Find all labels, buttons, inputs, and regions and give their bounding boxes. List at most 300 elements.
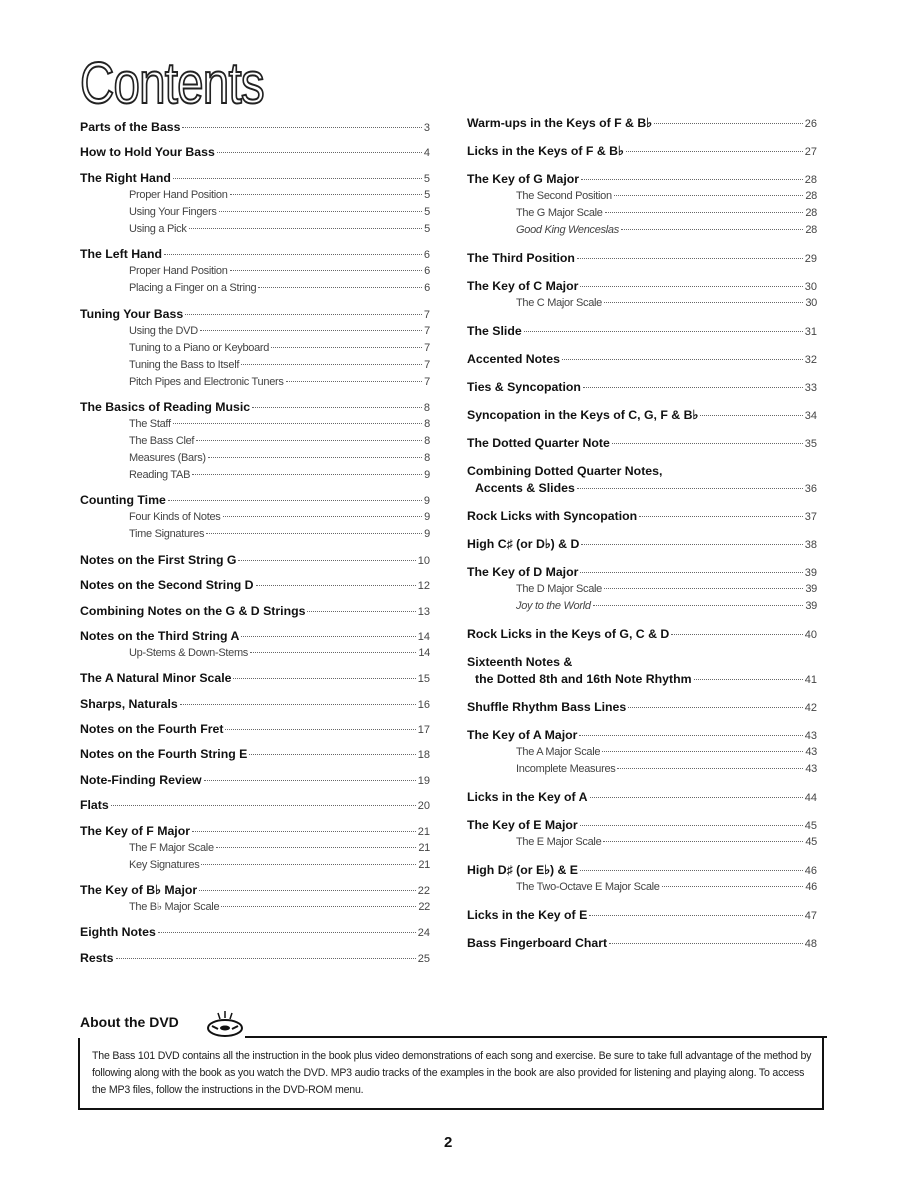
toc-page-number: 7 — [424, 341, 430, 354]
toc-subentry[interactable] — [80, 433, 430, 450]
toc-entry[interactable] — [80, 603, 430, 620]
toc-entry[interactable] — [80, 950, 430, 967]
toc-entry-label: Pitch Pipes and Electronic Tuners — [129, 375, 284, 388]
toc-entry-label: The D Major Scale — [516, 583, 602, 595]
about-dvd-heading: About the DVD — [80, 1014, 179, 1030]
toc-entry-label: The Basics of Reading Music — [80, 399, 251, 414]
toc-entry-label: The C Major Scale — [516, 297, 602, 309]
toc-page-number: 6 — [424, 282, 430, 295]
toc-entry-label: The Key of A Major — [467, 728, 578, 742]
toc-entry-label: Good King Wenceslas — [516, 224, 619, 236]
dot-leader — [621, 229, 803, 230]
toc-subentry[interactable] — [467, 744, 817, 761]
toc-entry[interactable] — [80, 170, 430, 187]
toc-entry-label: Licks in the Keys of F & B♭ — [467, 144, 624, 158]
toc-entry-label: Time Signatures — [129, 528, 205, 541]
toc-subentry[interactable] — [467, 222, 817, 239]
toc-subentry[interactable] — [80, 340, 430, 357]
toc-entry[interactable] — [467, 935, 817, 952]
toc-entry-label: The Key of B♭ Major — [80, 883, 198, 898]
toc-entry[interactable] — [80, 721, 430, 738]
toc-entry-label: Using Your Fingers — [129, 205, 217, 218]
toc-page-number: 25 — [417, 952, 430, 965]
about-dvd-box — [78, 1038, 824, 1110]
dot-leader — [219, 211, 423, 212]
dot-leader — [250, 652, 416, 653]
toc-subentry[interactable] — [467, 879, 817, 896]
toc-entry[interactable] — [467, 699, 817, 716]
dot-leader — [577, 488, 803, 489]
toc-entry-label: The Bass Clef — [129, 434, 195, 447]
toc-entry-label: Notes on the First String G — [80, 552, 237, 567]
toc-entry-label: Tuning Your Bass — [80, 306, 184, 321]
dot-leader — [589, 915, 802, 916]
toc-page-number: 38 — [804, 539, 817, 551]
toc-entry[interactable] — [80, 492, 430, 509]
dot-leader — [201, 864, 416, 865]
toc-subentry[interactable] — [467, 761, 817, 778]
toc-entry[interactable] — [467, 862, 817, 879]
dot-leader — [671, 634, 802, 635]
toc-entry-label: The B♭ Major Scale — [129, 901, 220, 914]
dot-leader — [173, 423, 422, 424]
toc-entry-label: Reading TAB — [129, 468, 191, 481]
toc-page-number: 46 — [804, 865, 817, 877]
toc-page-number: 27 — [804, 146, 817, 158]
toc-entry-label: The Two-Octave E Major Scale — [516, 881, 660, 893]
toc-subentry[interactable] — [80, 187, 430, 204]
toc-entry-label: The F Major Scale — [129, 841, 214, 854]
toc-page-number: 31 — [804, 326, 817, 338]
dot-leader — [562, 359, 803, 360]
toc-subentry[interactable] — [80, 467, 430, 484]
page-title: Contents — [80, 51, 264, 116]
toc-entry-label: Tuning the Bass to Itself — [129, 358, 240, 371]
toc-entry[interactable] — [80, 670, 430, 687]
toc-entry[interactable] — [80, 797, 430, 814]
dot-leader — [307, 611, 415, 612]
toc-page-number: 7 — [424, 324, 430, 337]
dot-leader — [249, 754, 415, 755]
toc-entry[interactable] — [467, 508, 817, 525]
toc-entry[interactable] — [80, 399, 430, 416]
toc-entry-label: Licks in the Key of E — [467, 908, 588, 922]
toc-entry-label: Rests — [80, 950, 114, 965]
dot-leader — [230, 270, 423, 271]
about-dvd-text: The Bass 101 DVD contains all the instruction in the book plus video demonstrations of each song and exercise. Be sure to take full advantage of the method by following along with the book as you watch the DVD. MP3 audio tracks of the examples in the book are also provided for listening and playing along. To access the MP3 files, follow the instructions in the DVD-ROM menu. — [92, 1050, 812, 1096]
toc-page-number: 28 — [805, 207, 817, 219]
toc-entry-label: Syncopation in the Keys of C, G, F & B♭ — [467, 408, 699, 422]
toc-page-number: 34 — [804, 410, 817, 422]
toc-entry-label: Accents & Slides — [475, 481, 575, 495]
toc-entry-label: Warm-ups in the Keys of F & B♭ — [467, 116, 653, 130]
dot-leader — [583, 387, 803, 388]
toc-entry[interactable] — [467, 654, 817, 671]
dvd-icon — [203, 1009, 247, 1037]
toc-page-number: 7 — [424, 358, 430, 371]
toc-entry-label: Combining Dotted Quarter Notes, — [467, 464, 663, 478]
toc-subentry[interactable] — [80, 450, 430, 467]
toc-page-number: 21 — [418, 841, 430, 854]
toc-page-number: 8 — [424, 451, 430, 464]
dot-leader — [271, 347, 422, 348]
toc-entry[interactable] — [80, 823, 430, 840]
toc-subentry[interactable] — [80, 509, 430, 526]
toc-entry-label: The Dotted Quarter Note — [467, 436, 610, 450]
toc-entry-label: High D♯ (or E♭) & E — [467, 863, 579, 877]
dot-leader — [602, 751, 803, 752]
toc-entry[interactable] — [467, 278, 817, 295]
toc-entry[interactable] — [467, 463, 817, 480]
toc-entry-label: The Key of C Major — [467, 279, 579, 293]
dot-leader — [577, 258, 803, 259]
toc-subentry[interactable] — [80, 323, 430, 340]
toc-entry-label: Notes on the Fourth String E — [80, 747, 248, 762]
toc-entry[interactable] — [467, 564, 817, 581]
dot-leader — [241, 364, 422, 365]
toc-page-number: 10 — [417, 554, 430, 567]
toc-entry-label: Flats — [80, 798, 109, 813]
toc-page-number: 12 — [417, 580, 430, 593]
toc-page-number: 45 — [805, 836, 817, 848]
toc-subentry[interactable] — [80, 374, 430, 391]
toc-entry-label: Accented Notes — [467, 352, 560, 366]
toc-entry-label: Notes on the Third String A — [80, 628, 240, 643]
toc-subentry[interactable] — [80, 526, 430, 543]
toc-page-number: 5 — [424, 222, 430, 235]
dot-leader — [192, 474, 422, 475]
toc-entry-label: Four Kinds of Notes — [129, 511, 221, 524]
toc-entry-label: Eighth Notes — [80, 925, 156, 940]
toc-entry[interactable] — [467, 323, 817, 340]
dot-leader — [196, 440, 422, 441]
toc-entry-label: High C♯ (or D♭) & D — [467, 537, 580, 551]
toc-page-number: 37 — [804, 511, 817, 523]
toc-subentry[interactable] — [80, 280, 430, 297]
toc-page-number: 16 — [417, 698, 430, 711]
dot-leader — [612, 443, 803, 444]
toc-page-number: 9 — [424, 528, 430, 541]
dot-leader — [628, 707, 803, 708]
dot-leader — [192, 831, 416, 832]
toc-page-number: 13 — [417, 605, 430, 618]
dot-leader — [604, 588, 803, 589]
toc-entry[interactable] — [80, 552, 430, 569]
dot-leader — [200, 330, 422, 331]
toc-page-number: 21 — [417, 825, 430, 838]
toc-entry-label: Rock Licks in the Keys of G, C & D — [467, 627, 670, 641]
toc-entry[interactable] — [80, 144, 430, 161]
toc-entry-label: Notes on the Fourth Fret — [80, 722, 224, 737]
toc-entry-label: Placing a Finger on a String — [129, 282, 257, 295]
toc-entry-label: Licks in the Key of A — [467, 790, 588, 804]
dot-leader — [168, 500, 422, 501]
toc-page-number: 46 — [805, 881, 817, 893]
dot-leader — [694, 679, 803, 680]
toc-entry[interactable] — [80, 306, 430, 323]
toc-entry-continued[interactable] — [467, 480, 817, 497]
dot-leader — [579, 735, 802, 736]
toc-page-number: 19 — [417, 774, 430, 787]
toc-entry[interactable] — [80, 577, 430, 594]
toc-page-number: 36 — [804, 483, 817, 495]
toc-entry-label: Parts of the Bass — [80, 120, 181, 134]
toc-page-number: 47 — [804, 910, 817, 922]
dot-leader — [605, 212, 804, 213]
toc-subentry[interactable] — [467, 598, 817, 615]
toc-entry-label: Tuning to a Piano or Keyboard — [129, 341, 270, 354]
dot-leader — [180, 704, 416, 705]
toc-entry-label: Using a Pick — [129, 222, 187, 235]
toc-entry[interactable] — [467, 907, 817, 924]
dot-leader — [158, 932, 416, 933]
toc-page-number: 44 — [804, 792, 817, 804]
toc-entry[interactable] — [80, 246, 430, 263]
toc-subentry[interactable] — [80, 357, 430, 374]
toc-entry[interactable] — [467, 727, 817, 744]
toc-entry[interactable] — [467, 171, 817, 188]
toc-page-number: 28 — [805, 224, 817, 236]
dot-leader — [662, 886, 804, 887]
dot-leader — [603, 841, 803, 842]
toc-subentry[interactable] — [80, 840, 430, 857]
toc-entry-label: The Key of E Major — [467, 818, 578, 832]
toc-subentry[interactable] — [467, 188, 817, 205]
dot-leader — [581, 544, 802, 545]
toc-entry-label: The G Major Scale — [516, 207, 603, 219]
dot-leader — [258, 287, 422, 288]
toc-page-number: 17 — [417, 724, 430, 737]
toc-page-number: 22 — [418, 901, 430, 914]
toc-page-number: 39 — [805, 583, 817, 595]
toc-page-number: 8 — [424, 434, 430, 447]
toc-entry-label: Rock Licks with Syncopation — [467, 509, 638, 523]
toc-page-number: 48 — [804, 938, 817, 950]
toc-subentry[interactable] — [80, 263, 430, 280]
toc-page-number: 33 — [804, 382, 817, 394]
toc-entry[interactable] — [467, 789, 817, 806]
toc-page-number: 8 — [423, 401, 430, 414]
toc-page-number: 9 — [423, 495, 430, 508]
toc-entry[interactable] — [467, 250, 817, 267]
toc-entry[interactable] — [467, 143, 817, 160]
dot-leader — [216, 847, 417, 848]
toc-entry-label: The Slide — [467, 324, 522, 338]
toc-page-number: 7 — [423, 308, 430, 321]
toc-subentry[interactable] — [467, 581, 817, 598]
toc-entry-label: Joy to the World — [516, 600, 591, 612]
dot-leader — [593, 605, 804, 606]
toc-page-number: 42 — [804, 702, 817, 714]
toc-entry-label: Notes on the Second String D — [80, 578, 254, 593]
toc-entry-label: Shuffle Rhythm Bass Lines — [467, 700, 627, 714]
toc-entry-label: Sharps, Naturals — [80, 696, 178, 711]
dot-leader — [204, 780, 416, 781]
toc-entry-label: The Staff — [129, 417, 171, 430]
toc-entry-label: Sixteenth Notes & — [467, 655, 573, 669]
dot-leader — [217, 152, 422, 153]
toc-entry-label: The Second Position — [516, 190, 612, 202]
page-number: 2 — [444, 1134, 453, 1151]
dot-leader — [230, 194, 423, 195]
toc-subentry[interactable] — [80, 899, 430, 916]
toc-subentry[interactable] — [80, 221, 430, 238]
dot-leader — [241, 636, 415, 637]
dot-leader — [182, 127, 421, 128]
toc-entry-label: Using the DVD — [129, 324, 198, 337]
toc-page-number: 45 — [804, 820, 817, 832]
dot-leader — [617, 768, 803, 769]
toc-entry-label: Measures (Bars) — [129, 451, 206, 464]
toc-entry-label: Bass Fingerboard Chart — [467, 936, 608, 950]
toc-page-number: 30 — [804, 281, 817, 293]
toc-subentry[interactable] — [467, 205, 817, 222]
toc-subentry[interactable] — [80, 857, 430, 874]
toc-page-number: 4 — [423, 147, 430, 160]
toc-entry[interactable] — [80, 628, 430, 645]
dot-leader — [225, 729, 415, 730]
toc-page-number: 32 — [804, 354, 817, 366]
toc-entry-label: Proper Hand Position — [129, 265, 228, 278]
toc-page-number: 43 — [805, 746, 817, 758]
toc-page-number: 29 — [804, 253, 817, 265]
toc-entry[interactable] — [80, 746, 430, 763]
toc-entry[interactable] — [80, 119, 430, 136]
toc-entry[interactable] — [80, 924, 430, 941]
toc-page-number: 43 — [804, 730, 817, 742]
dot-leader — [524, 331, 803, 332]
toc-entry-label: The Left Hand — [80, 247, 162, 262]
toc-entry-label: Combining Notes on the G & D Strings — [80, 603, 306, 618]
dot-leader — [233, 678, 415, 679]
toc-page-number: 21 — [418, 858, 430, 871]
toc-entry[interactable] — [467, 536, 817, 553]
dot-leader — [185, 314, 422, 315]
toc-entry[interactable] — [80, 772, 430, 789]
dot-leader — [221, 906, 416, 907]
dot-leader — [614, 195, 804, 196]
dot-leader — [223, 516, 423, 517]
toc-left-column — [80, 119, 430, 967]
toc-subentry[interactable] — [80, 204, 430, 221]
dot-leader — [700, 415, 802, 416]
toc-page-number: 28 — [805, 190, 817, 202]
toc-page-number: 43 — [805, 763, 817, 775]
dot-leader — [206, 533, 422, 534]
toc-entry[interactable] — [467, 817, 817, 834]
toc-page-number: 6 — [423, 249, 430, 262]
toc-page-number: 39 — [804, 567, 817, 579]
toc-entry[interactable] — [467, 407, 817, 424]
toc-entry-label: How to Hold Your Bass — [80, 145, 215, 160]
toc-entry[interactable] — [467, 115, 817, 132]
dot-leader — [252, 407, 422, 408]
dot-leader — [111, 805, 416, 806]
dot-leader — [604, 302, 803, 303]
dot-leader — [580, 286, 802, 287]
dot-leader — [286, 381, 423, 382]
toc-entry-label: Counting Time — [80, 493, 166, 508]
toc-page-number: 28 — [804, 174, 817, 186]
dot-leader — [580, 825, 803, 826]
toc-entry-label: Incomplete Measures — [516, 763, 616, 775]
toc-page-number: 14 — [418, 646, 430, 659]
toc-page-number: 26 — [804, 118, 817, 130]
dot-leader — [590, 797, 803, 798]
toc-page-number: 5 — [424, 188, 430, 201]
toc-page-number: 18 — [417, 749, 430, 762]
toc-entry-label: The Key of F Major — [80, 823, 190, 838]
toc-entry-label: the Dotted 8th and 16th Note Rhythm — [475, 672, 692, 686]
dot-leader — [639, 516, 803, 517]
toc-page-number: 5 — [423, 172, 430, 185]
toc-page-number: 24 — [417, 927, 430, 940]
toc-entry-label: The E Major Scale — [516, 836, 602, 848]
toc-entry[interactable] — [467, 351, 817, 368]
toc-entry-label: The Key of G Major — [467, 172, 580, 186]
toc-entry[interactable] — [80, 882, 430, 899]
toc-entry-label: The Right Hand — [80, 170, 171, 185]
dot-leader — [626, 151, 803, 152]
toc-subentry[interactable] — [467, 295, 817, 312]
toc-page-number: 3 — [423, 122, 430, 134]
toc-entry[interactable] — [80, 696, 430, 713]
dot-leader — [189, 228, 423, 229]
toc-entry-label: The Third Position — [467, 251, 575, 265]
toc-page-number: 8 — [424, 417, 430, 430]
toc-subentry[interactable] — [467, 834, 817, 851]
toc-page-number: 14 — [417, 630, 430, 643]
dot-leader — [208, 457, 422, 458]
toc-page-number: 22 — [417, 885, 430, 898]
dot-leader — [256, 585, 416, 586]
toc-subentry[interactable] — [80, 416, 430, 433]
dot-leader — [116, 958, 416, 959]
toc-entry[interactable] — [467, 379, 817, 396]
dot-leader — [238, 560, 415, 561]
toc-page-number: 40 — [804, 629, 817, 641]
toc-page-number: 39 — [805, 600, 817, 612]
toc-subentry[interactable] — [80, 645, 430, 662]
toc-page-number: 6 — [424, 265, 430, 278]
toc-entry-continued[interactable] — [467, 671, 817, 688]
dot-leader — [654, 123, 803, 124]
toc-entry-label: Ties & Syncopation — [467, 380, 581, 394]
toc-entry-label: Proper Hand Position — [129, 188, 228, 201]
toc-page-number: 20 — [417, 800, 430, 813]
toc-page-number: 7 — [424, 375, 430, 388]
toc-page-number: 9 — [424, 468, 430, 481]
dot-leader — [199, 890, 416, 891]
toc-entry[interactable] — [467, 626, 817, 643]
dot-leader — [581, 179, 803, 180]
toc-right-column — [467, 115, 817, 952]
toc-entry-label: Up-Stems & Down-Stems — [129, 646, 249, 659]
dot-leader — [173, 178, 422, 179]
toc-entry-label: The Key of D Major — [467, 565, 579, 579]
toc-entry-label: The A Major Scale — [516, 746, 601, 758]
dot-leader — [580, 870, 803, 871]
toc-page-number: 9 — [424, 511, 430, 524]
toc-entry[interactable] — [467, 435, 817, 452]
toc-page-number: 35 — [804, 438, 817, 450]
toc-page-number: 41 — [804, 674, 817, 686]
toc-entry-label: Key Signatures — [129, 858, 200, 871]
dot-leader — [609, 943, 803, 944]
toc-entry-label: The A Natural Minor Scale — [80, 671, 232, 686]
toc-page-number: 5 — [424, 205, 430, 218]
dot-leader — [164, 254, 422, 255]
